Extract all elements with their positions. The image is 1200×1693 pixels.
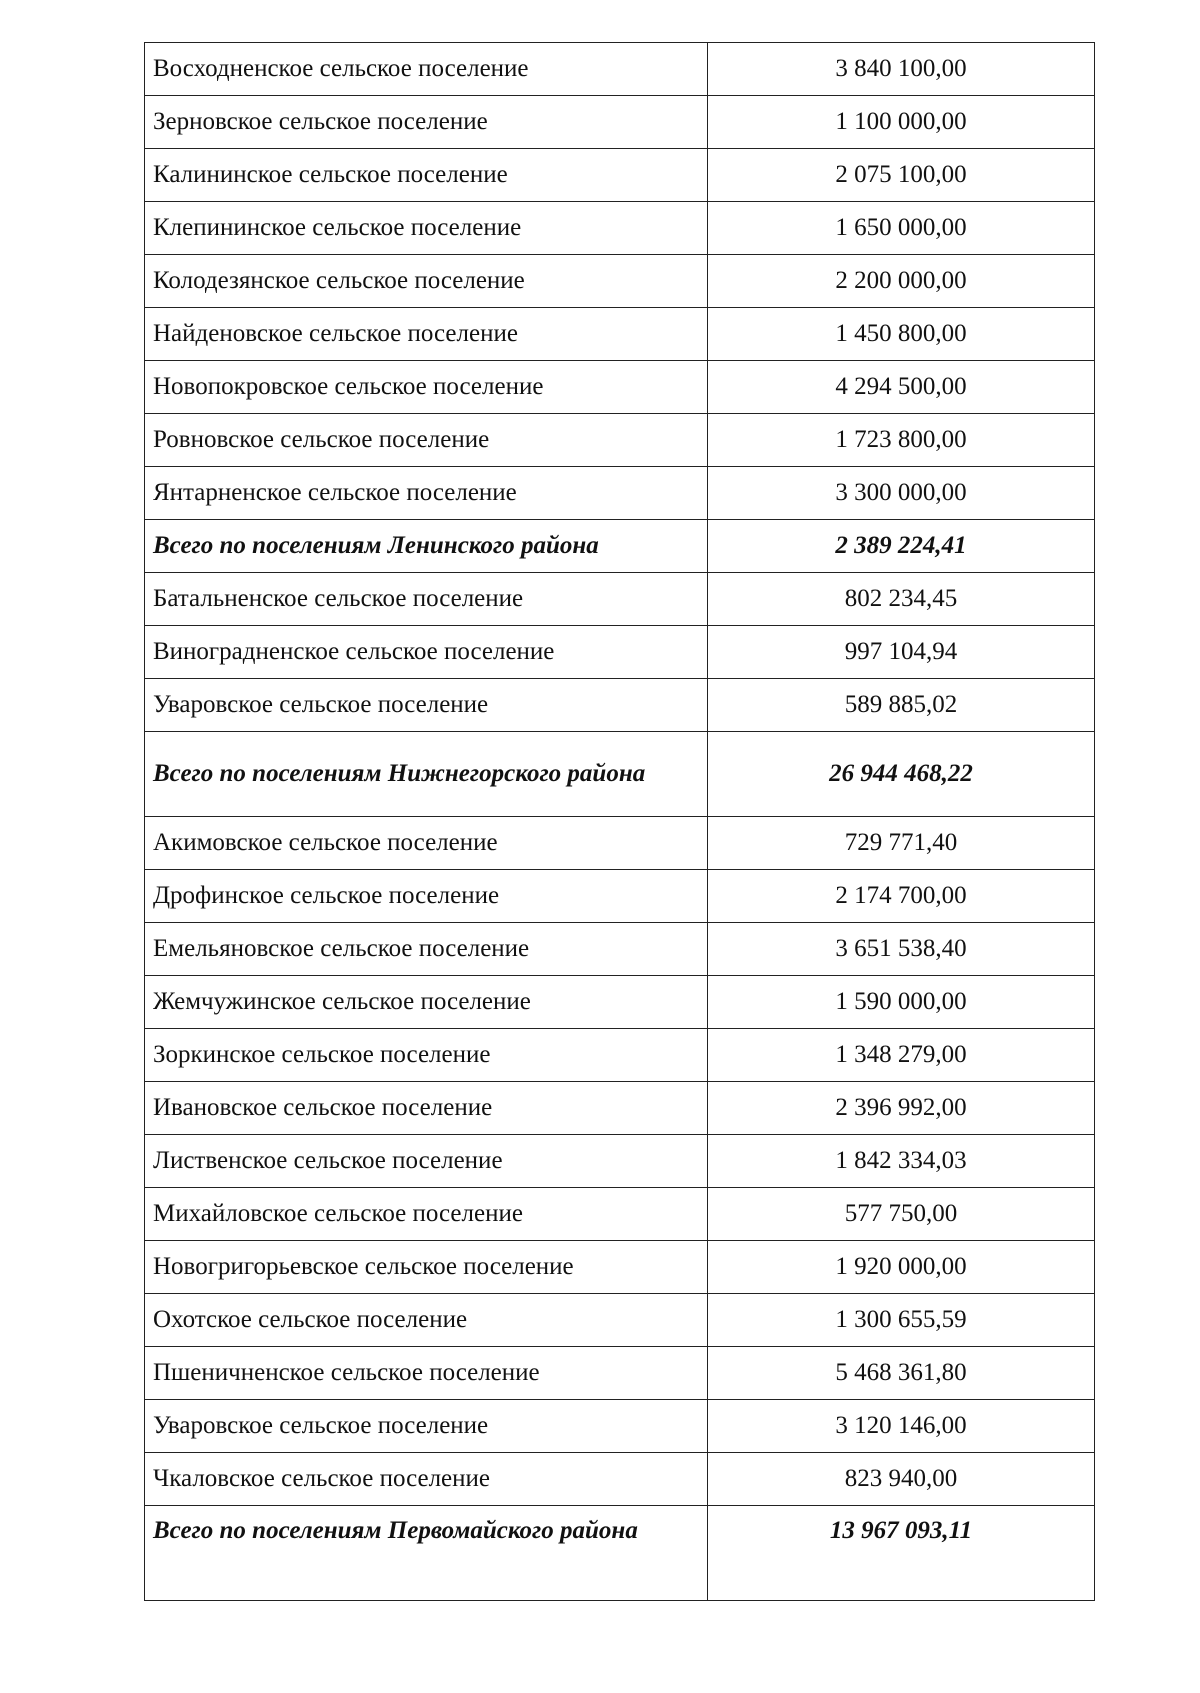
table-row	[145, 1029, 1095, 1082]
table-row	[145, 626, 1095, 679]
settlement-name-cell: Акимовское сельское поселение	[145, 817, 708, 870]
table-row	[145, 1400, 1095, 1453]
table-row	[145, 414, 1095, 467]
total-row	[145, 1506, 1095, 1601]
total-row	[145, 520, 1095, 573]
table-row	[145, 202, 1095, 255]
table-row	[145, 817, 1095, 870]
settlement-name-cell: Колодезянское сельское поселение	[145, 255, 708, 308]
total-label-cell: Всего по поселениям Ленинского района	[145, 520, 708, 573]
settlement-name-cell: Михайловское сельское поселение	[145, 1188, 708, 1241]
settlement-name-cell: Уваровское сельское поселение	[145, 679, 708, 732]
settlement-name-cell: Чкаловское сельское поселение	[145, 1453, 708, 1506]
settlement-name-cell: Новогригорьевское сельское поселение	[145, 1241, 708, 1294]
amount-cell: 1 723 800,00	[708, 414, 1095, 467]
total-amount-cell: 26 944 468,22	[708, 732, 1095, 817]
table-row	[145, 1347, 1095, 1400]
total-amount-cell: 13 967 093,11	[708, 1506, 1095, 1601]
amount-cell: 1 348 279,00	[708, 1029, 1095, 1082]
table-row	[145, 679, 1095, 732]
amount-cell: 577 750,00	[708, 1188, 1095, 1241]
settlement-name-cell: Жемчужинское сельское поселение	[145, 976, 708, 1029]
settlement-name-cell: Батальненское сельское поселение	[145, 573, 708, 626]
amount-cell: 3 120 146,00	[708, 1400, 1095, 1453]
amount-cell: 1 590 000,00	[708, 976, 1095, 1029]
amount-cell: 3 300 000,00	[708, 467, 1095, 520]
table-row	[145, 1188, 1095, 1241]
settlements-table	[144, 42, 1095, 1601]
table-row	[145, 1082, 1095, 1135]
total-row	[145, 732, 1095, 817]
settlement-name-cell: Дрофинское сельское поселение	[145, 870, 708, 923]
amount-cell: 997 104,94	[708, 626, 1095, 679]
table-row	[145, 1241, 1095, 1294]
settlement-name-cell: Охотское сельское поселение	[145, 1294, 708, 1347]
table-row	[145, 1135, 1095, 1188]
amount-cell: 2 396 992,00	[708, 1082, 1095, 1135]
amount-cell: 802 234,45	[708, 573, 1095, 626]
settlement-name-cell: Найденовское сельское поселение	[145, 308, 708, 361]
table-row	[145, 467, 1095, 520]
settlement-name-cell: Восходненское сельское поселение	[145, 43, 708, 96]
settlements-table-body	[145, 43, 1095, 1601]
amount-cell: 3 651 538,40	[708, 923, 1095, 976]
table-row	[145, 43, 1095, 96]
amount-cell: 1 300 655,59	[708, 1294, 1095, 1347]
table-row	[145, 361, 1095, 414]
settlement-name-cell: Зоркинское сельское поселение	[145, 1029, 708, 1082]
table-row	[145, 149, 1095, 202]
amount-cell: 1 100 000,00	[708, 96, 1095, 149]
amount-cell: 589 885,02	[708, 679, 1095, 732]
settlement-name-cell: Калининское сельское поселение	[145, 149, 708, 202]
table-row	[145, 1453, 1095, 1506]
table-row	[145, 923, 1095, 976]
amount-cell: 823 940,00	[708, 1453, 1095, 1506]
amount-cell: 3 840 100,00	[708, 43, 1095, 96]
settlement-name-cell: Клепининское сельское поселение	[145, 202, 708, 255]
settlement-name-cell: Емельяновское сельское поселение	[145, 923, 708, 976]
total-label-cell: Всего по поселениям Нижнегорского района	[145, 732, 708, 817]
table-row	[145, 976, 1095, 1029]
settlement-name-cell: Уваровское сельское поселение	[145, 1400, 708, 1453]
amount-cell: 1 842 334,03	[708, 1135, 1095, 1188]
table-row	[145, 1294, 1095, 1347]
amount-cell: 1 650 000,00	[708, 202, 1095, 255]
settlement-name-cell: Янтарненское сельское поселение	[145, 467, 708, 520]
total-label-cell: Всего по поселениям Первомайского района	[145, 1506, 708, 1601]
settlement-name-cell: Лиственское сельское поселение	[145, 1135, 708, 1188]
table-row	[145, 573, 1095, 626]
amount-cell: 2 200 000,00	[708, 255, 1095, 308]
settlement-name-cell: Ровновское сельское поселение	[145, 414, 708, 467]
table-row	[145, 96, 1095, 149]
settlement-name-cell: Новопокровское сельское поселение	[145, 361, 708, 414]
settlement-name-cell: Пшеничненское сельское поселение	[145, 1347, 708, 1400]
total-amount-cell: 2 389 224,41	[708, 520, 1095, 573]
amount-cell: 2 075 100,00	[708, 149, 1095, 202]
amount-cell: 729 771,40	[708, 817, 1095, 870]
amount-cell: 1 450 800,00	[708, 308, 1095, 361]
amount-cell: 5 468 361,80	[708, 1347, 1095, 1400]
amount-cell: 2 174 700,00	[708, 870, 1095, 923]
settlement-name-cell: Зерновское сельское поселение	[145, 96, 708, 149]
table-row	[145, 308, 1095, 361]
table-row	[145, 255, 1095, 308]
settlement-name-cell: Ивановское сельское поселение	[145, 1082, 708, 1135]
table-row	[145, 870, 1095, 923]
amount-cell: 1 920 000,00	[708, 1241, 1095, 1294]
amount-cell: 4 294 500,00	[708, 361, 1095, 414]
settlement-name-cell: Виноградненское сельское поселение	[145, 626, 708, 679]
